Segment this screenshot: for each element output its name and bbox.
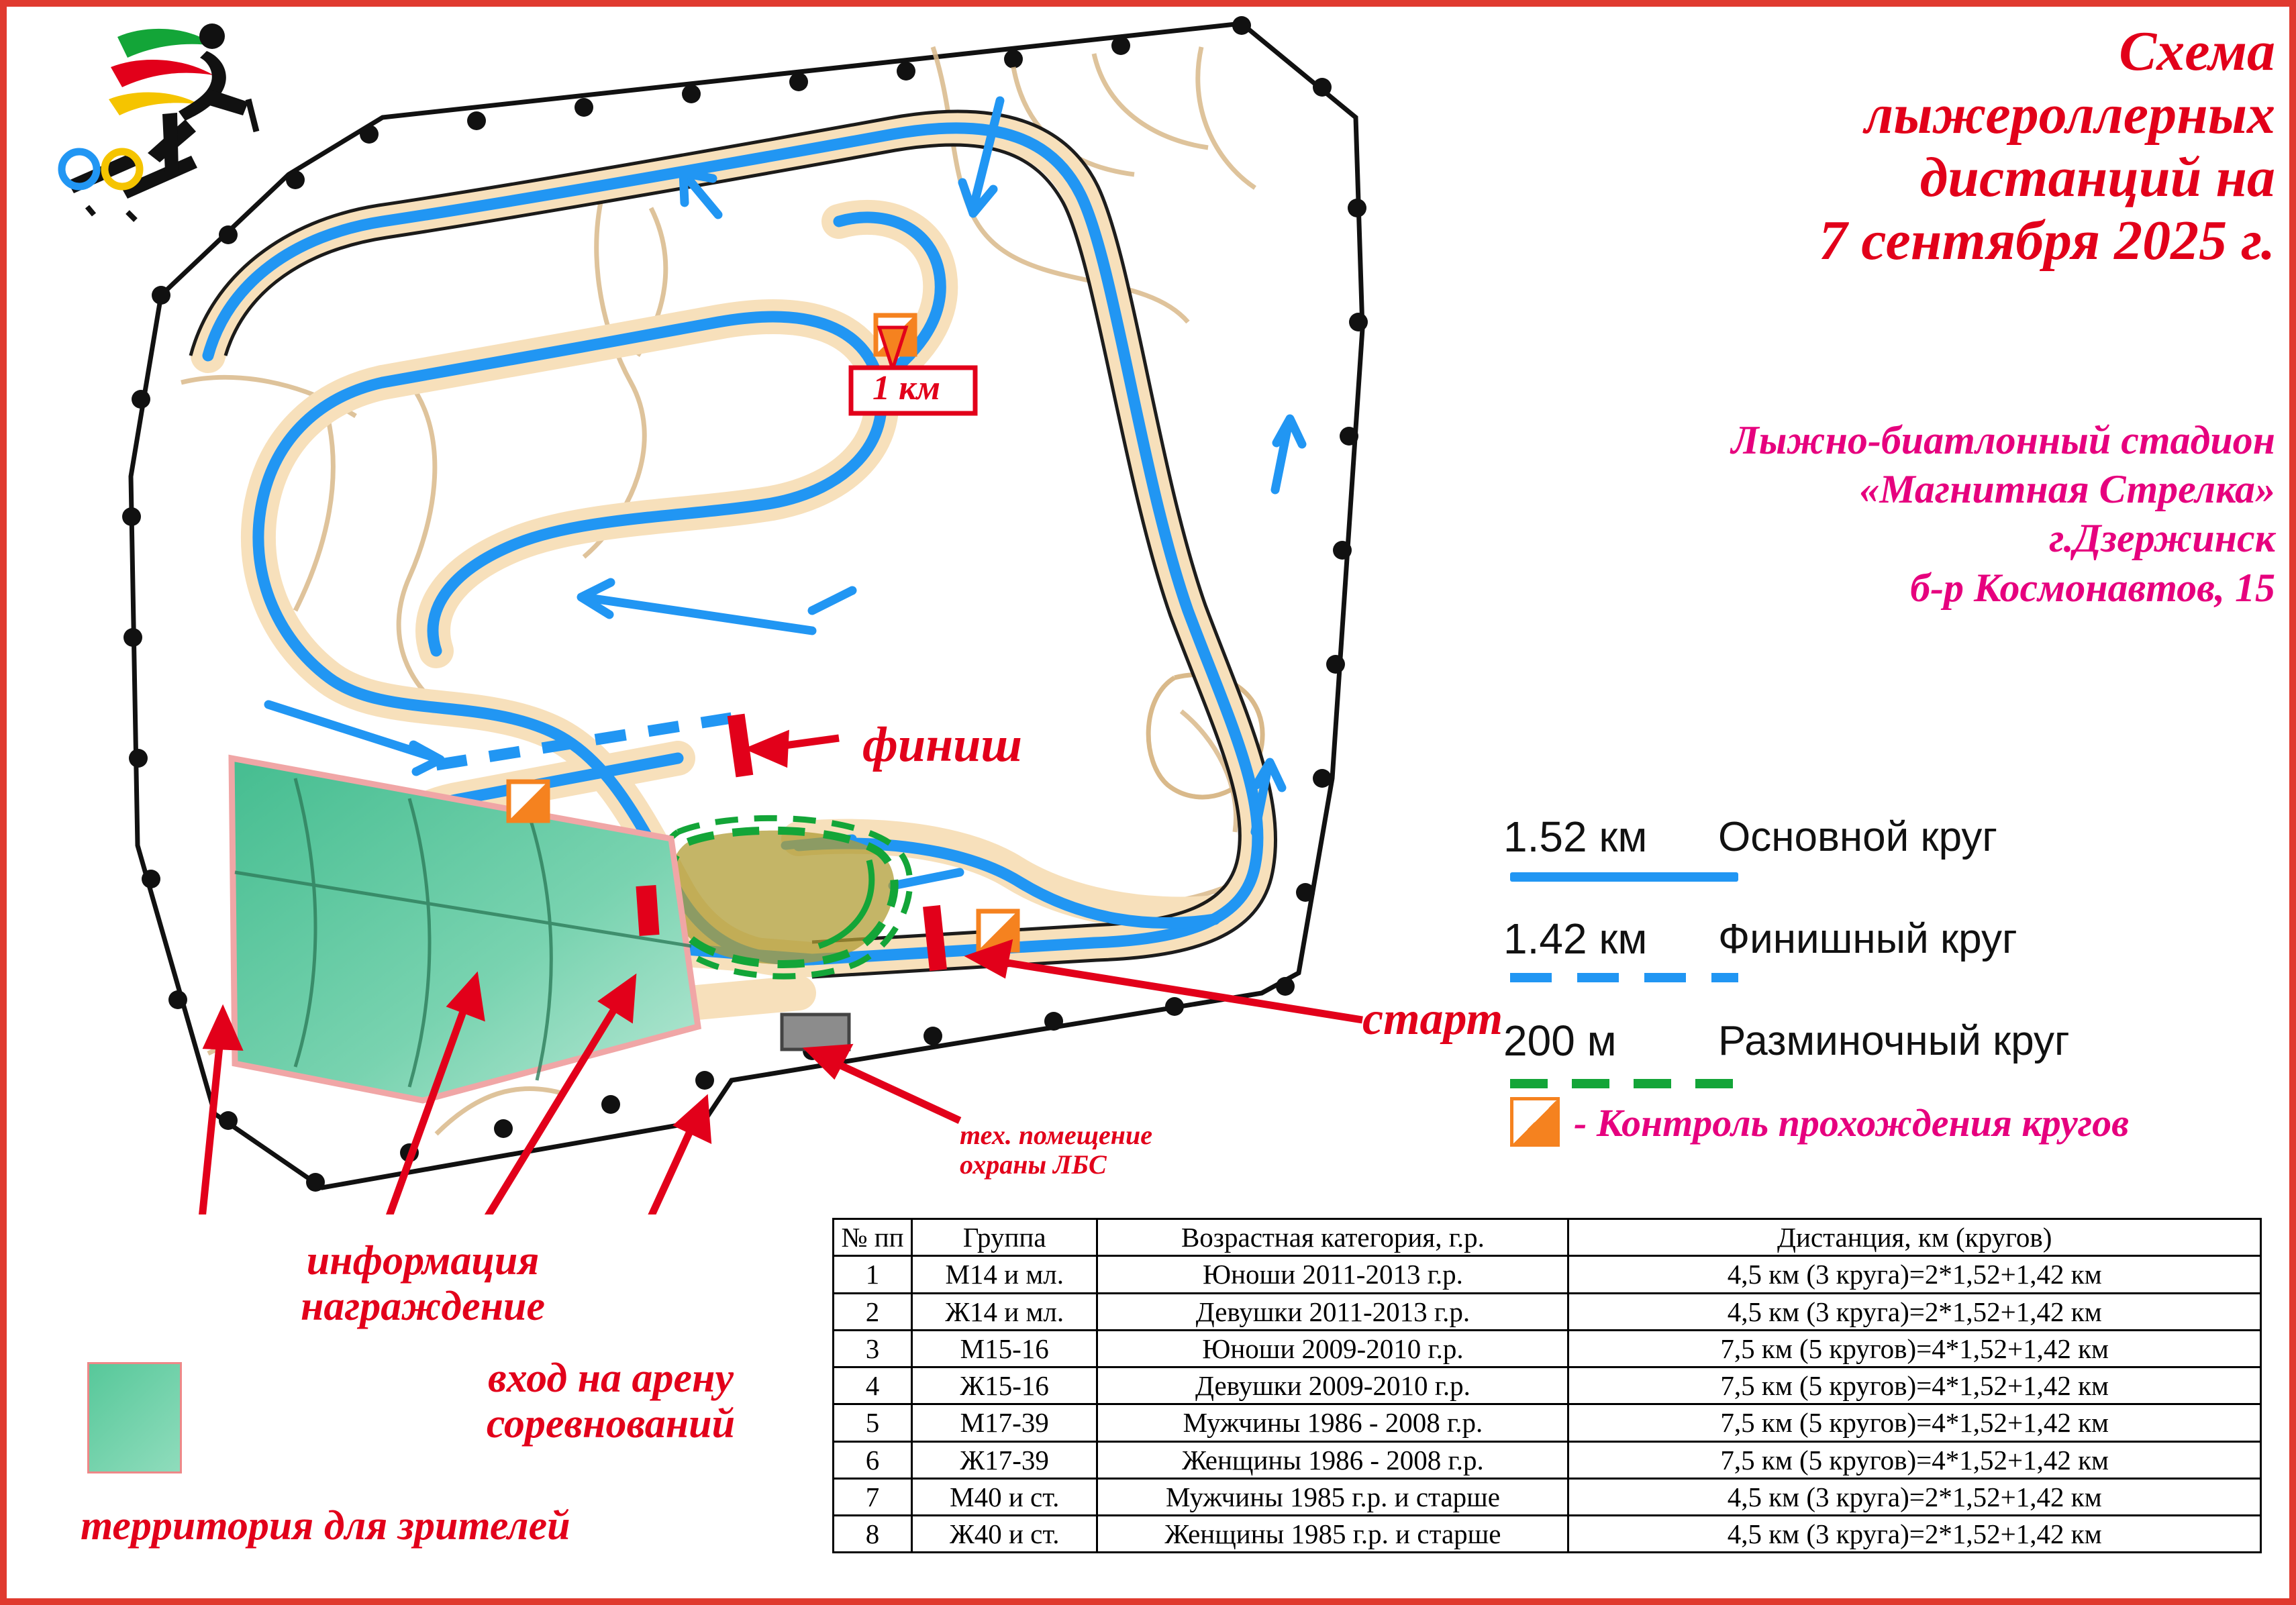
legend-distance-finish: 1.42 км [1503, 915, 1648, 963]
table-cell-distance: 4,5 км (3 круга)=2*1,52+1,42 км [1568, 1516, 2261, 1553]
distance-table [832, 1218, 2262, 1553]
course-map [7, 7, 1450, 1214]
table-cell-age: Мужчины 1986 - 2008 г.р. [1097, 1404, 1568, 1441]
control-point-icon [509, 782, 548, 821]
table-row [834, 1441, 2261, 1478]
table-cell-num: 4 [834, 1367, 912, 1404]
table-cell-distance: 7,5 км (5 кругов)=4*1,52+1,42 км [1568, 1441, 2261, 1478]
poster-title [1349, 20, 2275, 272]
start-label: старт [1362, 993, 1503, 1045]
table-row [834, 1516, 2261, 1553]
venue-line-1: Лыжно-биатлонный стадион [1731, 418, 2275, 462]
info-award-label [248, 1238, 597, 1329]
table-header-cell: Группа [911, 1219, 1097, 1256]
table-cell-age: Мужчины 1985 г.р. и старше [1097, 1478, 1568, 1515]
table-cell-group: М17-39 [911, 1404, 1097, 1441]
title-line-4: 7 сентября 2025 г. [1819, 209, 2275, 272]
control-point-legend-icon [1510, 1097, 1560, 1147]
tech-room-label [960, 1121, 1152, 1180]
km-marker-label: 1 км [872, 369, 940, 407]
table-cell-distance: 4,5 км (3 круга)=2*1,52+1,42 км [1568, 1256, 2261, 1293]
table-header-row [834, 1219, 2261, 1256]
table-cell-age: Юноши 2011-2013 г.р. [1097, 1256, 1568, 1293]
table-cell-group: М15-16 [911, 1330, 1097, 1367]
table-header-cell: Возрастная категория, г.р. [1097, 1219, 1568, 1256]
legend-label-main: Основной круг [1718, 813, 1997, 860]
entrance-line-1: вход на арену [488, 1355, 734, 1401]
table-cell-distance: 7,5 км (5 кругов)=4*1,52+1,42 км [1568, 1404, 2261, 1441]
arena-entrance-label [416, 1355, 805, 1447]
table-header-cell: № пп [834, 1219, 912, 1256]
table-cell-num: 1 [834, 1256, 912, 1293]
control-point-legend-label: - Контроль прохождения кругов [1574, 1101, 2130, 1145]
tech-room-line-2: охраны ЛБС [960, 1149, 1107, 1180]
table-row [834, 1367, 2261, 1404]
venue-line-3: г.Дзержинск [2049, 516, 2275, 561]
finish-label: финиш [862, 717, 1023, 772]
legend-line-solid-icon [1510, 872, 1738, 882]
table-cell-group: Ж40 и ст. [911, 1516, 1097, 1553]
table-cell-distance: 7,5 км (5 кругов)=4*1,52+1,42 км [1568, 1330, 2261, 1367]
table-cell-age: Девушки 2011-2013 г.р. [1097, 1293, 1568, 1330]
tech-room-line-1: тех. помещение [960, 1120, 1152, 1150]
spectator-zone-swatch [87, 1362, 182, 1473]
venue-block [1336, 416, 2275, 613]
table-row [834, 1293, 2261, 1330]
table-row [834, 1330, 2261, 1367]
table-row [834, 1256, 2261, 1293]
table-cell-num: 5 [834, 1404, 912, 1441]
table-cell-group: Ж17-39 [911, 1441, 1097, 1478]
table-cell-distance: 4,5 км (3 круга)=2*1,52+1,42 км [1568, 1478, 2261, 1515]
table-row [834, 1478, 2261, 1515]
table-cell-age: Женщины 1985 г.р. и старше [1097, 1516, 1568, 1553]
legend-label-warmup: Разминочный круг [1718, 1017, 2070, 1064]
table-cell-num: 6 [834, 1441, 912, 1478]
entrance-line-2: соревнований [486, 1401, 736, 1447]
tech-building [782, 1015, 849, 1049]
table-cell-group: Ж15-16 [911, 1367, 1097, 1404]
info-line-2: награждение [300, 1284, 546, 1330]
legend [1503, 812, 2282, 1083]
table-header-cell: Дистанция, км (кругов) [1568, 1219, 2261, 1256]
table-cell-num: 3 [834, 1330, 912, 1367]
title-line-1: Схема [2119, 20, 2275, 83]
legend-line-green-dashed-icon [1510, 1079, 1738, 1088]
table-cell-num: 2 [834, 1293, 912, 1330]
table-cell-group: Ж14 и мл. [911, 1293, 1097, 1330]
title-line-3: дистанций на [1919, 146, 2275, 209]
legend-label-finish: Финишный круг [1718, 915, 2017, 962]
table-cell-num: 8 [834, 1516, 912, 1553]
legend-distance-main: 1.52 км [1503, 813, 1648, 861]
table-cell-age: Девушки 2009-2010 г.р. [1097, 1367, 1568, 1404]
table-cell-age: Юноши 2009-2010 г.р. [1097, 1330, 1568, 1367]
venue-line-4: б-р Космонавтов, 15 [1910, 565, 2275, 610]
spectator-zone-label: территория для зрителей [81, 1503, 570, 1549]
title-line-2: лыжероллерных [1864, 83, 2275, 146]
legend-row-main [1503, 812, 2282, 862]
legend-distance-warmup: 200 м [1503, 1017, 1617, 1065]
table-cell-age: Женщины 1986 - 2008 г.р. [1097, 1441, 1568, 1478]
table-cell-group: М40 и ст. [911, 1478, 1097, 1515]
legend-line-dashed-icon [1510, 973, 1738, 982]
venue-line-2: «Магнитная Стрелка» [1859, 467, 2275, 512]
table-row [834, 1404, 2261, 1441]
legend-row-finish [1503, 914, 2282, 964]
table-cell-distance: 4,5 км (3 круга)=2*1,52+1,42 км [1568, 1293, 2261, 1330]
legend-row-warmup [1503, 1016, 2282, 1066]
distance-table-wrapper [832, 1218, 2262, 1553]
table-cell-group: М14 и мл. [911, 1256, 1097, 1293]
info-line-1: информация [306, 1238, 540, 1284]
table-cell-distance: 7,5 км (5 кругов)=4*1,52+1,42 км [1568, 1367, 2261, 1404]
table-cell-num: 7 [834, 1478, 912, 1515]
